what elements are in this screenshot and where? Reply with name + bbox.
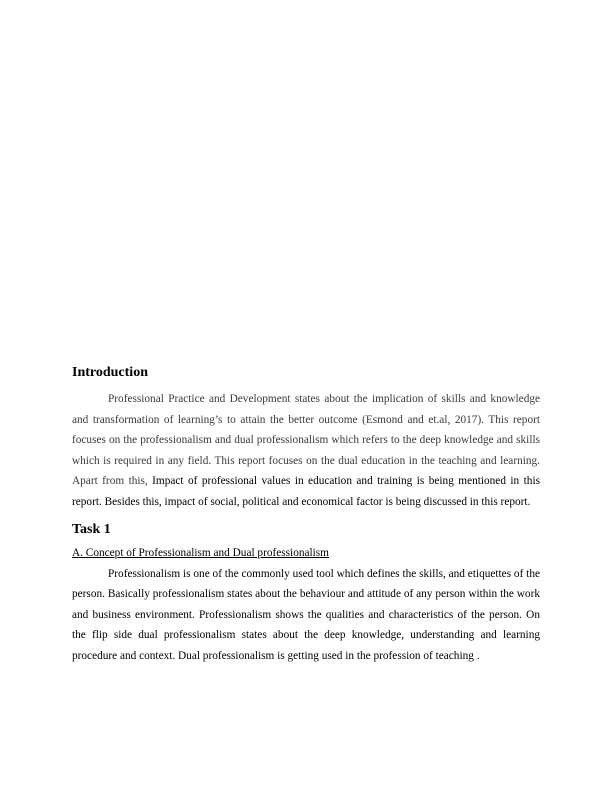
task1-subheading: A. Concept of Professionalism and Dual professionalism [72,546,329,559]
task1-heading: Task 1 [72,521,111,537]
introduction-paragraph-part2: Impact of professional values in education and training is being mentioned in this report. Besides this, impact of social, political and economical factor is being discussed in this report. [72,475,540,508]
introduction-paragraph [72,389,540,513]
document-body [72,364,540,667]
task1-paragraph: Professionalism is one of the commonly used tool which defines the skills, and etiquettes of the person. Basically professionalism states about the behaviour and attitude of any person within the work and business environment. Professionalism shows the qualities and characteristics of the person. On the flip side dual professionalism states about the deep knowledge, understanding and learning procedure and context. Dual professionalism is getting used in the profession of teaching . [72,567,540,662]
introduction-heading: Introduction [72,365,148,380]
introduction-paragraph-part1: Professional Practice and Development states about the implication of skills and knowledge and transformation of learning’s to attain the better outcome (Esmond and et.al, 2017). This report focuses on the professionalism and dual professionalism which refers to the deep knowledge and skills which is required in any field. This report focuses on the dual education in the teaching and learning. Apart from this, [72,393,540,488]
